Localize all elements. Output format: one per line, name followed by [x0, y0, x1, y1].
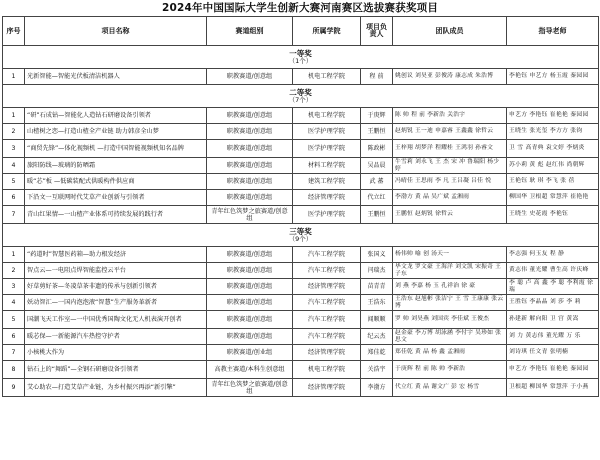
cell-project: 山楂树之恋—打造山楂全产业链 助力韩彦全山梦: [25, 124, 207, 140]
cell-college: 经济管理学院: [293, 190, 361, 206]
cell-no: 1: [3, 108, 25, 124]
table-row: [3, 124, 599, 140]
cell-members: 于庚辉 程 前 陈 帅 李新浩: [393, 361, 507, 379]
cell-no: 6: [3, 329, 25, 345]
cell-project: “药道时”智慧医药箱—助力根发经济: [25, 247, 207, 263]
cell-college: 机电工程学院: [293, 108, 361, 124]
cell-track: 高教主赛道/本科生创意组: [207, 361, 293, 379]
cell-advisors: 黄志伟 董光耀 曹生高 许庆峰: [507, 263, 599, 279]
cell-no: 3: [3, 140, 25, 158]
cell-leader: 代立红: [361, 190, 393, 206]
cell-no: 5: [3, 311, 25, 329]
section-count: （1个）: [288, 56, 313, 65]
cell-members: 牛雪莉 刘永飞 王 杰 宋 冲 鲁瑞阳 杨少婷: [393, 158, 507, 174]
cell-members: 罗 帅 刘昊燕 刘国宾 李佳斌 王俊杰: [393, 311, 507, 329]
table-row: [3, 174, 599, 190]
table-row: [3, 379, 599, 397]
cell-members: 陈 帅 程 前 李新浩 关浩宇: [393, 108, 507, 124]
cell-track: 职教赛道/创意组: [207, 108, 293, 124]
cell-advisors: 李 聪 卢 高 鑫 李 聪 李利霞 徐 瑞: [507, 279, 599, 295]
table-row: [3, 279, 599, 295]
cell-track: 青年红色筑梦之旅赛道/创意组: [207, 379, 293, 397]
cell-college: 汽车工程学院: [293, 311, 361, 329]
header-project: 项目名称: [25, 17, 207, 46]
cell-college: 汽车工程学院: [293, 247, 361, 263]
cell-project: 暖“芯”板 —低碳装配式供暖构件供应商: [25, 174, 207, 190]
table-row: [3, 140, 599, 158]
cell-members: 王梓翔 胡梦洋 程耀桂 王鸿羽 孙睿文: [393, 140, 507, 158]
cell-members: 李渤方 黄 晶 吴广斌 孟湘雨: [393, 190, 507, 206]
cell-no: 7: [3, 345, 25, 361]
cell-project: 光新智能—智能光伏板清洁机器人: [25, 69, 207, 85]
cell-leader: 陈政彬: [361, 140, 393, 158]
cell-members: 赵金豪 李万博 胡泳涵 李付宇 吴珍如 张思文: [393, 329, 507, 345]
section-cell: [3, 224, 599, 247]
cell-advisors: 卫根超 柳国华 常慧萍 于小燕: [507, 379, 599, 397]
section-row: [3, 85, 599, 108]
cell-leader: 吴品晨: [361, 158, 393, 174]
cell-project: 钻石上的“舞蹈”—全钢石研磨设备引领者: [25, 361, 207, 379]
cell-track: 职教赛道/创意组: [207, 295, 293, 311]
cell-no: 8: [3, 361, 25, 379]
cell-members: 王鹏恒 赵炳锐 徐哲云: [393, 206, 507, 224]
cell-advisors: 申艺方 李艳钰 崔艳艳 秦园园: [507, 108, 599, 124]
header-college: 所属学院: [293, 17, 361, 46]
cell-college: 经济管理学院: [293, 345, 361, 361]
section-row: [3, 224, 599, 247]
header-row: [3, 17, 599, 46]
cell-leader: 关浩宇: [361, 361, 393, 379]
cell-leader: 于庚辉: [361, 108, 393, 124]
cell-project: “商贸先锋”—体化视频机 —打造中国智能视频机知名品牌: [25, 140, 207, 158]
awards-table: [2, 16, 599, 397]
cell-advisors: 刘 力 黄志伟 董光耀 万 乐: [507, 329, 599, 345]
cell-leader: 李渤方: [361, 379, 393, 397]
cell-leader: 闫瑞杰: [361, 263, 393, 279]
table-row: [3, 295, 599, 311]
cell-no: 3: [3, 279, 25, 295]
cell-advisors: 李艳钰 申艺方 杨玉霞 秦园园: [507, 69, 599, 85]
cell-members: 赵炳锐 王一迪 申嘉睿 王鑫鑫 徐哲云: [393, 124, 507, 140]
section-row: [3, 46, 599, 69]
cell-members: 郑佳乾 黄 晶 杨 鑫 孟湘雨: [393, 345, 507, 361]
cell-advisors: 李志强 何玉友 程 静: [507, 247, 599, 263]
cell-college: 医学护理学院: [293, 206, 361, 224]
cell-no: 1: [3, 69, 25, 85]
header-members: 团队成员: [393, 17, 507, 46]
section-name: 一等奖: [289, 48, 312, 58]
table-row: [3, 69, 599, 85]
cell-project: 智点云—一电阻点焊智能监控云平台: [25, 263, 207, 279]
cell-track: 职教赛道/创意组: [207, 124, 293, 140]
cell-college: 经济管理学院: [293, 379, 361, 397]
cell-leader: 程 前: [361, 69, 393, 85]
cell-leader: 王鹏恒: [361, 124, 393, 140]
cell-members: 冯晴佳 王思雨 李 凡 王吕凝 吕佳 悦: [393, 174, 507, 190]
cell-college: 汽车工程学院: [293, 295, 361, 311]
cell-track: 职教赛道/创意组: [207, 158, 293, 174]
cell-leader: 苗青青: [361, 279, 393, 295]
table-row: [3, 190, 599, 206]
cell-no: 6: [3, 190, 25, 206]
cell-project: 艾心助农—打造艾草产业链，为乡村振兴再添“新引擎”: [25, 379, 207, 397]
cell-no: 7: [3, 206, 25, 224]
cell-leader: 武 蕃: [361, 174, 393, 190]
cell-advisors: 柳国华 卫根超 常慧萍 崔艳艳: [507, 190, 599, 206]
cell-track: 职教赛道/创意组: [207, 69, 293, 85]
cell-members: 杨伟帅 喻 创 汤天一: [393, 247, 507, 263]
cell-college: 材料工程学院: [293, 158, 361, 174]
table-row: [3, 361, 599, 379]
cell-members: 毕文龙 罗文豪 王海洋 刘文凯 宋振奇 王子东: [393, 263, 507, 279]
cell-no: 2: [3, 124, 25, 140]
table-row: [3, 329, 599, 345]
cell-advisors: 王艳钰 耿 琪 李飞 张 蓓: [507, 174, 599, 190]
cell-advisors: 刘诗琪 任文青 张明楠: [507, 345, 599, 361]
document-title: 2024年中国国际大学生创新大赛河南赛区选拔赛获奖项目: [161, 2, 439, 14]
cell-leader: 郑佳乾: [361, 345, 393, 361]
cell-no: 2: [3, 263, 25, 279]
cell-advisors: 王晓生 史花霞 李艳钰: [507, 206, 599, 224]
table-row: [3, 345, 599, 361]
cell-college: 经济管理学院: [293, 279, 361, 295]
cell-college: 医学护理学院: [293, 140, 361, 158]
cell-project: 暖芯保—一新能源汽车热控守护者: [25, 329, 207, 345]
cell-advisors: 苏小莉 黄 彪 赵红伟 尚朝辉: [507, 158, 599, 174]
table-row: [3, 247, 599, 263]
cell-leader: 王浩东: [361, 295, 393, 311]
cell-leader: 王鹏恒: [361, 206, 393, 224]
cell-track: 职教赛道/创意组: [207, 329, 293, 345]
cell-no: 9: [3, 379, 25, 397]
cell-advisors: 卫 雪 高青典 袁文婷 李炳炎: [507, 140, 599, 158]
cell-track: 职教赛道/创意组: [207, 279, 293, 295]
cell-college: 汽车工程学院: [293, 263, 361, 279]
cell-college: 机电工程学院: [293, 69, 361, 85]
cell-leader: 张国义: [361, 247, 393, 263]
cell-college: 汽车工程学院: [293, 329, 361, 345]
cell-leader: 纪云杰: [361, 329, 393, 345]
cell-advisors: 王晓生 张光玺 李方方 张钧: [507, 124, 599, 140]
cell-track: 职教赛道/创业组: [207, 345, 293, 361]
cell-project: 好草剪好茶—冬凌草茶非遗的传承与创新引领者: [25, 279, 207, 295]
cell-project: 小核桃大作为: [25, 345, 207, 361]
cell-no: 4: [3, 158, 25, 174]
table-row: [3, 206, 599, 224]
header-advisors: 指导老师: [507, 17, 599, 46]
cell-no: 4: [3, 295, 25, 311]
cell-track: 职教赛道/创意组: [207, 247, 293, 263]
header-track: 赛道组别: [207, 17, 293, 46]
table-row: [3, 263, 599, 279]
cell-project: 旅阳防线—玻璃的防晒霜: [25, 158, 207, 174]
cell-track: 职教赛道/创意组: [207, 140, 293, 158]
cell-advisors: 王胜钰 李晶晶 刘 莎 李 莉: [507, 295, 599, 311]
header-leader: 项目负责人: [361, 17, 393, 46]
section-name: 三等奖: [289, 226, 312, 236]
section-cell: [3, 85, 599, 108]
section-cell: [3, 46, 599, 69]
section-name: 二等奖: [289, 87, 312, 97]
cell-college: 医学护理学院: [293, 124, 361, 140]
cell-track: 职教赛道/创意组: [207, 190, 293, 206]
table-row: [3, 158, 599, 174]
cell-advisors: 申艺方 李艳钰 崔艳艳 秦园园: [507, 361, 599, 379]
cell-project: 国潮飞天工作室—一中国优秀国陶文化无人机表演开创者: [25, 311, 207, 329]
section-count: （7个）: [288, 95, 313, 104]
cell-project: 妖动智汇—一国内泡泡液“智慧”生产服务革新者: [25, 295, 207, 311]
cell-members: 王浩东 赵旭彬 张洁宁 王 雪 王康康 张云博: [393, 295, 507, 311]
cell-college: 机电工程学院: [293, 361, 361, 379]
cell-project: 青山红果情—一山楂产业体系可持续发展的践行者: [25, 206, 207, 224]
cell-members: 姚创议 刘昊亚 彭俊涛 康志成 朱浩博: [393, 69, 507, 85]
cell-track: 职教赛道/创意组: [207, 263, 293, 279]
cell-members: 刘 燕 李嘉 杨 玉 孔祥治 徐 豪: [393, 279, 507, 295]
cell-leader: 闻顺顺: [361, 311, 393, 329]
cell-project: 下沿文一互联网时代艾草产业创新与引领者: [25, 190, 207, 206]
cell-no: 5: [3, 174, 25, 190]
cell-project: “研”石成钻—智能化人造钻石研磨设备引领者: [25, 108, 207, 124]
cell-members: 代立红 黄 晶 谢文广 彭 宏 杨雪: [393, 379, 507, 397]
table-row: [3, 108, 599, 124]
cell-advisors: 孙建新 解向阳 卫 宫 黄嵩: [507, 311, 599, 329]
cell-track: 职教赛道/创意组: [207, 311, 293, 329]
cell-no: 1: [3, 247, 25, 263]
cell-college: 建筑工程学院: [293, 174, 361, 190]
section-count: （9个）: [288, 234, 313, 243]
table-row: [3, 311, 599, 329]
header-no: 序号: [3, 17, 25, 46]
table-body: [3, 46, 599, 397]
cell-track: 职教赛道/创意组: [207, 174, 293, 190]
cell-track: 青年红色筑梦之旅赛道/创意组: [207, 206, 293, 224]
